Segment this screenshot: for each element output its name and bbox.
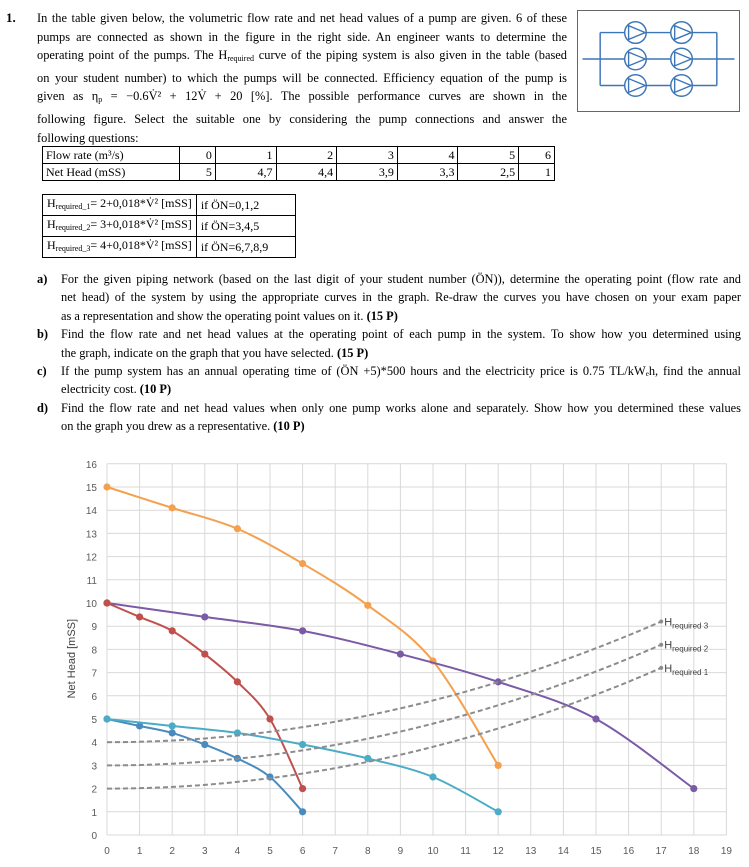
system-equation — [43, 216, 197, 237]
x-tick-label: 10 — [427, 846, 439, 857]
cell: 5 — [458, 147, 519, 164]
subquestion-text — [61, 362, 741, 399]
data-point — [103, 483, 110, 490]
intro-text: curve of the piping system is also given in the table (based — [254, 48, 567, 63]
intro-text: on your student number) to which the pumps will be connected. Efficiency equation of the pump is — [37, 70, 567, 85]
data-point — [103, 599, 110, 606]
system-curve-label — [664, 663, 709, 677]
subquestion-line: Find the flow rate and net head values at the operating point of each pump in the system. To show how you determined using — [61, 327, 741, 342]
y-tick-label: 3 — [91, 761, 97, 773]
subquestion — [37, 399, 741, 436]
subquestion-line: If the pump system has an annual operating time of (ÖN +5)*500 hours and the electricity price is 0.75 TL/kWₑh, find the annual — [61, 364, 741, 379]
intro-line — [37, 129, 567, 148]
subquestion — [37, 362, 741, 399]
cell: 2,5 — [458, 164, 519, 181]
pump-icon — [625, 22, 647, 44]
cell: 4,7 — [215, 164, 276, 181]
y-tick-label: 13 — [85, 529, 97, 541]
cell: 2 — [276, 147, 337, 164]
y-tick-label: 16 — [85, 459, 97, 471]
data-point — [201, 741, 208, 748]
legend-subscript: required 3 — [672, 621, 709, 631]
system-curve-label — [664, 617, 709, 631]
data-point — [169, 627, 176, 634]
x-tick-label: 4 — [234, 846, 241, 857]
data-point — [592, 715, 599, 722]
x-tick-label: 0 — [104, 846, 110, 857]
intro-text: operating point of the pumps. The H — [37, 48, 228, 63]
intro-text: = −0.6V̇² + 12V̇ + 20 [%]. The possible performance curves are shown in the — [102, 89, 567, 104]
intro-text: following questions: — [37, 130, 139, 145]
y-tick-label: 14 — [85, 506, 97, 518]
data-point — [364, 602, 371, 609]
cell: 3,3 — [397, 164, 458, 181]
subquestion-line: as a representation and show the operating point values on it. (15 P) — [61, 308, 398, 323]
data-point — [234, 678, 241, 685]
x-tick-label: 15 — [590, 846, 602, 857]
pump-icon — [671, 48, 693, 70]
system-curve-row — [43, 237, 296, 258]
y-tick-label: 10 — [85, 599, 97, 610]
question-intro — [37, 9, 567, 147]
data-point — [429, 773, 436, 780]
pump-arrangement-diagram — [577, 10, 740, 112]
data-point — [201, 650, 208, 657]
cell: 4 — [397, 147, 458, 164]
subquestion-label: c) — [37, 364, 47, 379]
data-point — [266, 773, 273, 780]
data-point — [299, 560, 306, 567]
subscript: required — [227, 54, 254, 64]
system-curve-end-point — [659, 643, 663, 647]
subquestion — [37, 270, 741, 325]
x-tick-label: 9 — [397, 846, 404, 857]
legend-subscript: required 1 — [672, 667, 709, 677]
data-point — [299, 808, 306, 815]
pump-icon — [671, 22, 693, 44]
y-axis-label: Net Head [mSS] — [66, 618, 78, 699]
x-tick-label: 3 — [202, 846, 208, 857]
y-tick-label: 4 — [91, 738, 97, 750]
subscript: p — [98, 95, 103, 105]
subquestion-text — [61, 325, 741, 362]
data-point — [299, 785, 306, 792]
subquestion-label: b) — [37, 327, 49, 342]
system-curve-table — [42, 194, 296, 258]
x-tick-label: 1 — [136, 846, 143, 857]
subquestion-line: net head) of the system by using the appropriate curves in the graph. Re-draw the curves you have chosen on your exam paper — [61, 290, 741, 305]
y-tick-label: 6 — [91, 691, 97, 703]
x-tick-label: 8 — [365, 846, 371, 857]
eq-subscript: required_2 — [55, 223, 91, 232]
subquestion-line: Find the flow rate and net head values when only one pump works alone and separately. Show how you determined these values — [61, 400, 741, 415]
cell: 5 — [180, 164, 216, 181]
system-condition: if ÖN=3,4,5 — [196, 216, 295, 237]
intro-line — [37, 87, 567, 110]
x-tick-label: 17 — [655, 846, 667, 857]
pump-icon — [625, 75, 647, 97]
subquestion-line: the graph, indicate on the graph that you have selected. (15 P) — [61, 345, 369, 360]
x-tick-label: 18 — [688, 846, 700, 857]
eq-body: = 2+0,018*V̇² [mSS] — [90, 196, 192, 210]
x-tick-label: 6 — [299, 846, 306, 857]
cell: 4,4 — [276, 164, 337, 181]
y-tick-label: 5 — [91, 715, 97, 726]
eq-subscript: required_1 — [55, 202, 91, 211]
subquestion-line: For the given piping network (based on the last digit of your student number (ÖN)), determine the operating point (flow rate and — [61, 272, 741, 286]
legend-symbol: H — [664, 662, 673, 675]
x-tick-label: 19 — [720, 846, 732, 857]
intro-text: In the table given below, the volumetric flow rate and net head values of a pump are given. 6 of these — [37, 11, 567, 25]
y-tick-label: 2 — [91, 784, 97, 796]
eq-subscript: required_3 — [55, 244, 91, 253]
x-tick-label: 16 — [623, 846, 635, 857]
pump-icon — [625, 48, 647, 70]
intro-line — [37, 110, 567, 129]
intro-line — [37, 46, 567, 69]
cell: 0 — [180, 147, 216, 164]
y-tick-label: 12 — [85, 552, 97, 564]
eq-symbol: H — [47, 238, 56, 252]
x-tick-label: 5 — [267, 846, 273, 857]
intro-line — [37, 69, 567, 88]
intro-text: following figure. Select the suitable one by considering the pump connections and answer the — [37, 111, 567, 126]
data-point — [103, 715, 110, 722]
intro-line — [37, 9, 567, 28]
question-number: 1. — [6, 10, 16, 25]
data-point — [266, 715, 273, 722]
eq-symbol: H — [47, 196, 56, 210]
system-equation — [43, 195, 197, 216]
cell: 3,9 — [337, 164, 398, 181]
data-point — [201, 613, 208, 620]
subquestions — [37, 270, 741, 436]
data-point — [690, 785, 697, 792]
system-curve-row — [43, 195, 296, 216]
y-tick-label: 9 — [91, 622, 97, 634]
data-point — [495, 762, 502, 769]
y-tick-label: 15 — [85, 483, 97, 494]
data-point — [169, 729, 176, 736]
intro-text: pumps are connected as shown in the figure in the right side. An engineer wants to determine the — [37, 29, 567, 44]
data-point — [169, 722, 176, 729]
intro-text: given as η — [37, 89, 99, 104]
data-point — [397, 650, 404, 657]
cell: 1 — [215, 147, 276, 164]
system-condition: if ÖN=0,1,2 — [196, 195, 295, 216]
system-curve-line — [107, 645, 661, 766]
row-label: Flow rate (m³/s) — [43, 147, 180, 164]
eq-body: = 3+0,018*V̇² [mSS] — [90, 217, 192, 231]
data-point — [299, 627, 306, 634]
x-tick-label: 14 — [557, 846, 569, 857]
x-tick-label: 7 — [332, 846, 338, 857]
subquestion-line: on the graph you drew as a representative. (10 P) — [61, 419, 305, 434]
table-row-flow-rate — [43, 147, 555, 164]
x-tick-label: 13 — [525, 846, 537, 857]
x-tick-label: 2 — [169, 846, 175, 857]
table-row-net-head — [43, 164, 555, 181]
system-curve-end-point — [659, 620, 663, 624]
y-tick-label: 11 — [86, 575, 97, 587]
y-tick-label: 0 — [91, 831, 97, 842]
subquestion-label: d) — [37, 400, 49, 415]
system-curve-label — [664, 640, 709, 654]
subquestion-label: a) — [37, 272, 48, 286]
subquestion-text — [61, 399, 741, 436]
data-point — [299, 741, 306, 748]
legend-symbol: H — [664, 639, 673, 652]
row-label: Net Head (mSS) — [43, 164, 180, 181]
x-tick-label: 11 — [460, 846, 471, 857]
pump-icon — [671, 75, 693, 97]
performance-chart — [55, 445, 749, 867]
legend-subscript: required 2 — [672, 644, 709, 654]
subquestion-text — [61, 270, 741, 325]
y-tick-label: 1 — [91, 807, 97, 819]
cell: 1 — [519, 164, 555, 181]
system-condition: if ÖN=6,7,8,9 — [196, 237, 295, 258]
x-tick-label: 12 — [492, 846, 504, 857]
system-curve-end-point — [659, 666, 663, 670]
cell: 3 — [337, 147, 398, 164]
eq-body: = 4+0,018*V̇² [mSS] — [90, 238, 192, 252]
system-curve-row — [43, 216, 296, 237]
eq-symbol: H — [47, 217, 56, 231]
y-tick-label: 7 — [91, 668, 97, 680]
system-curve-line — [107, 622, 661, 743]
y-tick-label: 8 — [91, 645, 97, 657]
data-point — [169, 504, 176, 511]
subquestion-line: electricity cost. (10 P) — [61, 382, 172, 397]
chart-svg — [55, 445, 749, 867]
intro-line — [37, 28, 567, 47]
data-point — [136, 613, 143, 620]
system-equation — [43, 237, 197, 258]
cell: 6 — [519, 147, 555, 164]
pump-performance-table — [42, 146, 555, 181]
data-point — [495, 808, 502, 815]
subquestion — [37, 325, 741, 362]
legend-symbol: H — [664, 616, 673, 629]
data-point — [234, 525, 241, 532]
